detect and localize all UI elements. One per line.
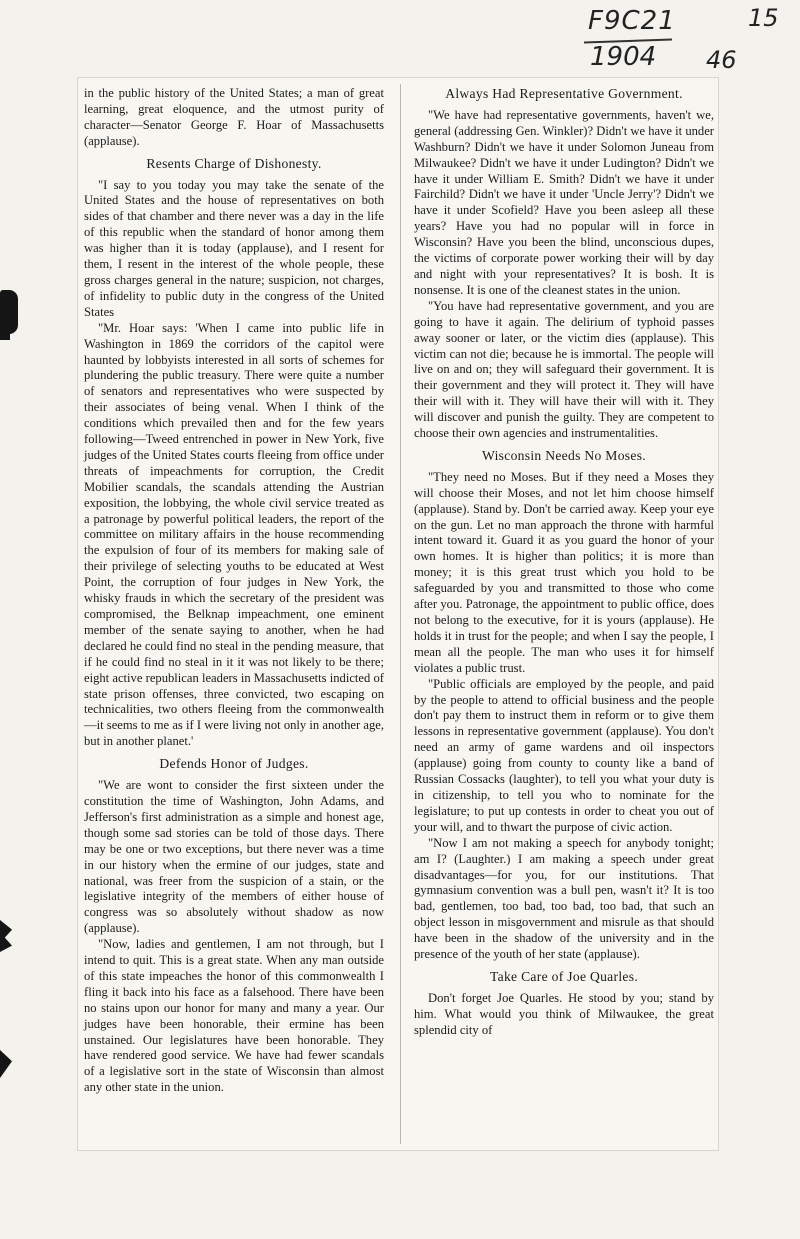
right-column: [414, 86, 714, 1039]
section-heading: Always Had Representative Government.: [445, 86, 683, 101]
handwritten-year: 1904: [590, 42, 657, 72]
newspaper-clipping: [78, 78, 718, 1150]
paragraph: "Now I am not making a speech for anybody tonight; am I? (Laughter.) I am making a speech under great disadvantages—for you, for our institutions. That gymnasium convention was a bull pen, wasn't it? It is too bad, gentlemen, too bad, too bad, too bad, that such an object lesson in misgovernment and misrule as that should have been in the shadow of the university and in the presence of the youth of her state (applause).: [414, 835, 714, 962]
paragraph: "Now, ladies and gentlemen, I am not through, but I intend to quit. This is a great state. When any man outside of this state impeaches the honor of this commonwealth I fling it back into his face as a falsehood. There have been no stains upon our honor for many and many a year. Our judges have been honorable, their ermine has been unstained. Our legislatures have been honorable. They have rendered good service. We have had fewer scandals of a legislative sort in the state of Wisconsin than almost any other state in the union.: [84, 937, 384, 1095]
handwritten-page-number-2: 46: [706, 46, 737, 74]
left-column: [84, 86, 384, 1096]
paragraph: "They need no Moses. But if they need a Moses they will choose their Moses, and not let him choose himself (applause). Stand by. Don't be carried away. Keep your eye on the gun. Let no man approach the throne with harmful intent toward it. Guard it as you guard the honor of your own homes. It is higher than politics; it is more than money; it is this great trust which you hold to be safeguarded by you and transmitted to those who come after you. Patronage, the appointment to public office, does not belong to the executive, for it is yours (applause). He holds it in trust for the people; and when I say the people, I mean all the people. The man who uses it for himself violates a public trust.: [414, 469, 714, 675]
section-heading: Wisconsin Needs No Moses.: [481, 447, 647, 463]
column-divider: [400, 84, 401, 1144]
scan-edge-mark: [0, 290, 18, 334]
paragraph: "I say to you today you may take the senate of the United States and the house of representatives on both sides of that chamber and there never was a day in the life of this republic when the standard of honor among them was higher than it is today (applause), and I resent for them, I resent in the interest of the whole people, these gross charges general in the nature; suspicion, not charges, of infidelity to public duty in the congress of the United States: [84, 177, 384, 319]
paragraph: "Public officials are employed by the people, and paid by the people to attend to official business and the people don't pay them to instruct them in reform or to give them lessons in representative government (applause). You don't need an army of game wardens and oil inspectors (applause) going from county to county like a band of Russian Cossacks (laughter), to tell you what your duty is in citizenship, to tell you who to nominate for the legislature; to put up contests in order to cheat you out of your will, and to thwart the purpose of civic action.: [414, 676, 714, 834]
scan-edge-mark: [0, 1050, 12, 1078]
scan-edge-mark: [0, 330, 10, 340]
section-heading: Defends Honor of Judges.: [159, 756, 309, 772]
paragraph: in the public history of the United States; a man of great learning, great eloquence, and the utmost purity of character—Senator George F. Hoar of Massachusetts (applause).: [84, 86, 384, 148]
section-heading: Resents Charge of Dishonesty.: [146, 155, 322, 171]
paragraph: "Mr. Hoar says: 'When I came into public life in Washington in 1869 the corridors of the capitol were haunted by lobbyists interested in all sorts of schemes for plundering the public treasury. There were quite a number of senators and representatives who were suspected by their associates of being venal. When I think of the conditions which prevailed then and for the few years following—Tweed entrenched in power in New York, five judges of the United States courts fleeing from office under threats of impeachments for corruption, the Credit Mobilier scandals, the scandals attending the Austrian exposition, the lobbying, the whole civil service treated as a patronage by powerful political leaders, the report of the committee on military affairs in the house recommending the expulsion of four of its members for making sale of their privilege of selecting youths to be educated at West Point, the corruption of four judges in New York, the whisky frauds in which the secretary of the president was compromised, the Belknap impeachment, one eminent member of the senate saying to another, when he had declared he could find no steal in the pending measure, that if he could find no steal in it it was not likely to be there; eight active republican leaders in Massachusetts indicted of state prison offenses, three convicted, two escaping on technicalities, two others fleeing from the commonwealth—it seems to me as if I were living not only in another age, but in another planet.': [84, 320, 384, 749]
paragraph: Don't forget Joe Quarles. He stood by you; stand by him. What would you think of Milwaukee, the great splendid city of: [414, 990, 714, 1037]
handwritten-archive-code: F9C21: [588, 6, 676, 36]
handwritten-page-number: 15: [748, 4, 779, 32]
scan-edge-mark: [0, 920, 12, 952]
paragraph: "We are wont to consider the first sixteen under the constitution the time of Washington, John Adams, and Jefferson's first administration as a simple and honest age, though some sad stories can be told of those days. There may be one or two exceptions, but there never was a time in our history when the ermine of our judges, state and national, was freer from the suspicion of a stain, or the legislative integrity of the members of either house of congress was so absolutely without shadow as now (applause).: [84, 778, 384, 936]
paragraph: "We have had representative governments, haven't we, general (addressing Gen. Winkler)? Didn't we have it under Washburn? Didn't we have it under Solomon Juneau from Milwaukee? Didn't we have it under Ludington? Didn't we have it under William E. Smith? Didn't we have it under Fairchild? Didn't we have it under 'Uncle Jerry'? Didn't we have it under Scofield? Have you been asleep all these years? Have you had no popular will in force in Wisconsin? Have you been the blind, unconscious dupes, the victims of corporate power working their will by day and night with your representatives? It is bosh. It is nonsense. It is one of the cleanest states in the union.: [414, 107, 714, 297]
paragraph: "You have had representative government, and you are going to have it again. The delirium of typhoid passes away sooner or later, or the victim dies (applause). This victim can not die; because he is immortal. The people will live on and on; they will safeguard their government. It is their government and they will protect it. They will have their will with it. They will have their will with it. They will discover and punish the guilty. They are competent to choose their own agencies and instrumentalities.: [414, 298, 714, 441]
section-heading: Take Care of Joe Quarles.: [489, 968, 639, 984]
